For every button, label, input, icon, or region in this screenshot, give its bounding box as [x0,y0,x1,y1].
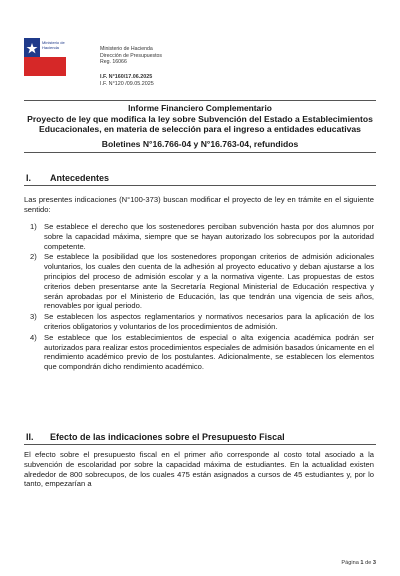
section-title: Antecedentes [50,173,110,183]
ministry-line: Dirección de Presupuestos [100,52,162,59]
ministry-line: Ministerio de Hacienda [100,46,153,52]
list-item: 2) Se establece la posibilidad que los sostenedores propongan criterios de admisión adicionales voluntarios, los cuales den cuenta de la adhesión al proyecto educativo y deban ajustarse a los principios del proceso de admisión escolar y a la normativa vigente. Las propuestas de estos criterios deben presentarse ante la Secretaría Regional Ministerial de Educación respectiva y serán aprobadas por el Ministerio de Educación, las que tendrán una vigencia de seis años, renovables por igual periodo. [30,252,374,311]
document-subtitle: Proyecto de ley que modifica la ley sobre Subvención del Estado a Establecimientos Educacionales, en materia de selección para el ingreso a entidades educativas [27,114,373,135]
section-number: I. [26,173,32,183]
page-number: Página 1 de 3 [341,560,376,566]
document-heading: Informe Financiero Complementario [128,103,272,113]
section-title: Efecto de las indicaciones sobre el Presupuesto Fiscal [50,432,285,442]
ministry-block [100,46,162,66]
title-block [24,100,376,153]
reference-secondary: I.F. N°120 /09.05.2025 [100,80,154,87]
boletines: Boletines N°16.766-04 y N°16.763-04, refundidos [101,138,299,149]
government-logo [24,38,66,76]
reference-main: I.F. N°160/17.06.2025 [100,74,153,80]
section-2-heading [24,431,376,445]
list-item: 3) Se establecen los aspectos reglamentarios y normativos necesarios para la aplicación de los criterios obligatorios y voluntarios de los procedimientos de admisión. [30,312,374,331]
ministry-line: Reg. 16066 [100,59,127,66]
section-2-text: El efecto sobre el presupuesto fiscal en el primer año corresponde al costo total asociado a la subvención de escolaridad por sobre la capacidad máxima de estudiantes. En la actualidad existen alrededor de 800 sobrecupos, de los cuales 475 están asignados a cursos de 45 estudiantes y, por lo tanto, empezarían a [24,450,374,489]
list-item: 1) Se establece el derecho que los sostenedores perciban subvención hasta por dos alumnos por sobre la capacidad máxima, siempre que se hayan autorizado los sobrecupos por la autoridad competente. [30,222,374,251]
logo-line-1: Ministerio de [42,40,65,45]
reference-block [100,74,154,87]
section-1-intro: Las presentes indicaciones (N°100-373) buscan modificar el proyecto de ley en trámite en el siguiente sentido: [24,195,374,214]
section-number: II. [26,432,34,442]
indications-list [30,222,374,373]
logo-line-2: Hacienda [42,45,59,50]
section-1-heading [24,172,376,186]
list-item: 4) Se establece que los establecimientos de especial o alta exigencia académica podrán ser autorizados para realizar estos procedimientos especiales de admisión basados únicamente en el rendimiento académico previo de los postulantes. Adicionalmente, se establecen los elementos que compondrán dicho rendimiento académico. [30,332,374,372]
